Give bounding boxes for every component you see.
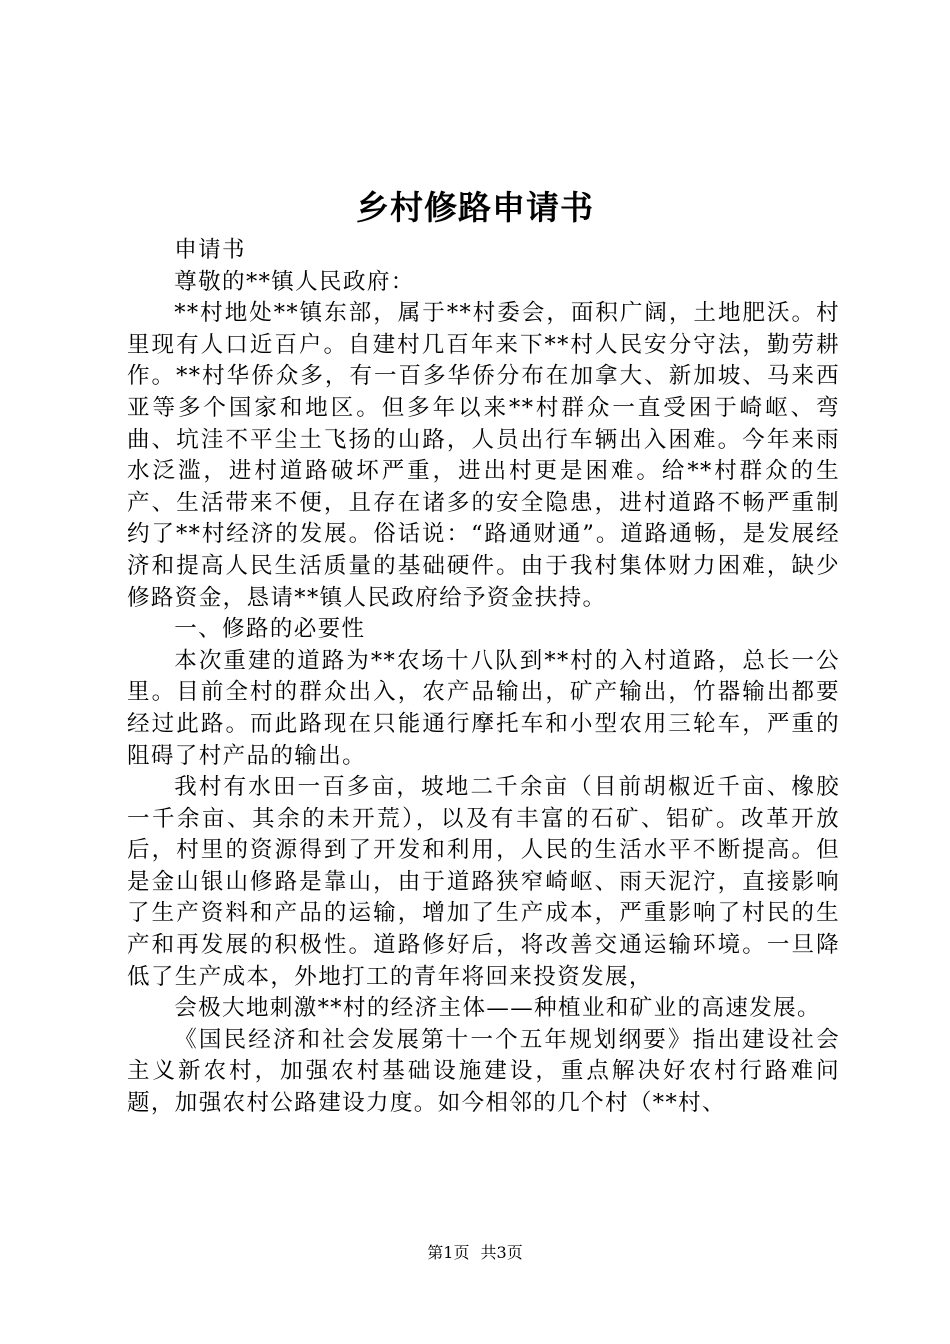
- paragraph-village-resources: 我村有水田一百多亩，坡地二千余亩（目前胡椒近千亩、橡胶一千余亩、其余的未开荒），以及有丰富的石矿、铝矿。改革开放后，村里的资源得到了开发和利用，人民的生活水平不断提高。但是金山银山修路是靠山，由于道路狭窄崎岖、雨天泥泞，直接影响了生产资料和产品的运输，增加了生产成本，严重影响了村民的生产和再发展的积极性。道路修好后，将改善交通运输环境。一旦降低了生产成本，外地打工的青年将回来投资发展，: [127, 774, 840, 990]
- paragraph-economy-boost: 会极大地刺激**村的经济主体——种植业和矿业的高速发展。: [174, 995, 821, 1022]
- document-title: 乡村修路申请书: [356, 188, 594, 227]
- paragraph-policy: 《国民经济和社会发展第十一个五年规划纲要》指出建设社会主义新农村，加强农村基础设施建设，重点解决好农村行路难问题，加强农村公路建设力度。如今相邻的几个村（**村、: [127, 1026, 840, 1117]
- paragraph-intro: **村地处**镇东部，属于**村委会，面积广阔，土地肥沃。村里现有人口近百户。自建村几百年来下**村人民安分守法，勤劳耕作。**村华侨众多，有一百多华侨分布在加拿大、新加坡、马来西亚等多个国家和地区。但多年以来**村群众一直受困于崎岖、弯曲、坑洼不平尘土飞扬的山路，人员出行车辆出入困难。今年来雨水泛滥，进村道路破坏严重，进出村更是困难。给**村群众的生产、生活带来不便，且存在诸多的安全隐患，进村道路不畅严重制约了**村经济的发展。俗话说：“路通财通”。道路通畅，是发展经济和提高人民生活质量的基础硬件。由于我村集体财力困难，缺少修路资金，恳请**镇人民政府给予资金扶持。: [127, 300, 840, 611]
- paragraph-heading-label: 申请书: [174, 237, 246, 263]
- page-total: 共3页: [480, 1243, 523, 1262]
- paragraph-salutation: 尊敬的**镇人民政府：: [174, 268, 415, 295]
- paragraph-road-description: 本次重建的道路为**农场十八队到**村的入村道路，总长一公里。目前全村的群众出入，农产品输出，矿产输出，竹器输出都要经过此路。而此路现在只能通行摩托车和小型农用三轮车，严重的阻碍了村产品的输出。: [127, 647, 840, 769]
- page-number: 第1页: [427, 1243, 470, 1262]
- paragraph-section-heading: 一、修路的必要性: [174, 616, 366, 643]
- page-footer: [0, 1241, 950, 1265]
- document-body: [127, 235, 840, 1120]
